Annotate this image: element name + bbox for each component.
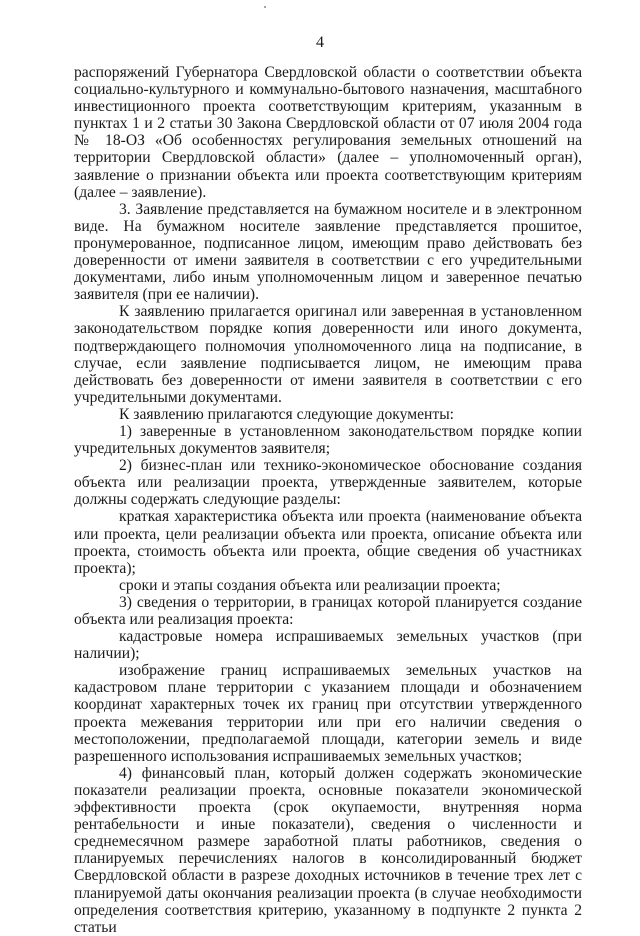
list-item-3-cadastral-numbers: кадастровые номера испрашиваемых земельных участков (при наличии); [74,628,582,663]
list-item-2: 2) бизнес-план или технико-экономическое обоснование создания объекта или реализации проекта, утвержденные заявителем, которые должны содержать следующие разделы: [74,457,582,509]
list-item-2-short-description: краткая характеристика объекта или проекта (наименование объекта или проекта, цели реализации объекта или проекта, описание объекта или проекта, стоимость объекта или проекта, общие сведения об участниках проекта); [74,508,582,577]
list-item-4: 4) финансовый план, который должен содержать экономические показатели реализации проекта, основные показатели экономической эффективности проекта (срок окупаемости, внутренняя норма рентабельности и иные показатели), сведения о численности и среднемесячном размере заработной платы работников, сведения о планируемых перечислениях налогов в консолидированный бюджет Свердловской области в разрезе доходных источников в течение трех лет с планируемой даты окончания реализации проекта (в случае необходимости определения соответствия критерию, указанному в подпункте 2 пункта 2 статьи [74,764,582,936]
page-number: 4 [316,34,324,51]
scan-dot [264,6,266,8]
list-item-1: 1) заверенные в установленном законодательством порядке копии учредительных документов заявителя; [74,422,582,458]
paragraph-documents-intro: К заявлению прилагаются следующие документы: [119,405,455,423]
paragraph-power-of-attorney: К заявлению прилагается оригинал или заверенная в установленном законодательством порядке копия доверенности или иного документа, подтверждающего полномочия уполномоченного лица на подписание, в случае, если заявление подписывается лицом, не имеющим права действовать без доверенности от имени заявителя в соответствии с его учредительными документами. [74,303,582,406]
list-item-3: 3) сведения о территории, в границах которой планируется создание объекта или реализация проекта: [74,593,582,628]
paragraph-continuation: распоряжений Губернатора Свердловской области о соответствии объекта социально-культурного и коммунально-бытового назначения, масштабного инвестиционного проекта соответствующим критериям, указанным в пунктах 1 и 2 статьи 30 Закона Свердловской области от 07 июля 2004 года № 18-ОЗ «Об особенностях регулирования земельных отношений на территории Свердловской области» (далее – уполномоченный орган), заявление о признании объекта или проекта соответствующим критериям (далее – заявление). [74,64,582,201]
document-body [74,64,582,936]
paragraph-item-3: 3. Заявление представляется на бумажном носителе и в электронном виде. На бумажном носителе заявление представляется прошитое, пронумерованное, подписанное лицом, имеющим право действовать без доверенности от имени заявителя в соответствии с его учредительными документами, либо иным уполномоченным лицом и заверенное печатью заявителя (при ее наличии). [74,200,582,304]
list-item-2-stages: сроки и этапы создания объекта или реализации проекта; [119,576,501,594]
list-item-3-boundaries: изображение границ испрашиваемых земельных участков на кадастровом плане территории с указанием площади и обозначением координат характерных точек их границ при отсутствии утвержденного проекта межевания территории или при его наличии сведения о местоположении, предполагаемой площади, категории земель и виде разрешенного использования испрашиваемых земельных участков; [74,662,582,765]
